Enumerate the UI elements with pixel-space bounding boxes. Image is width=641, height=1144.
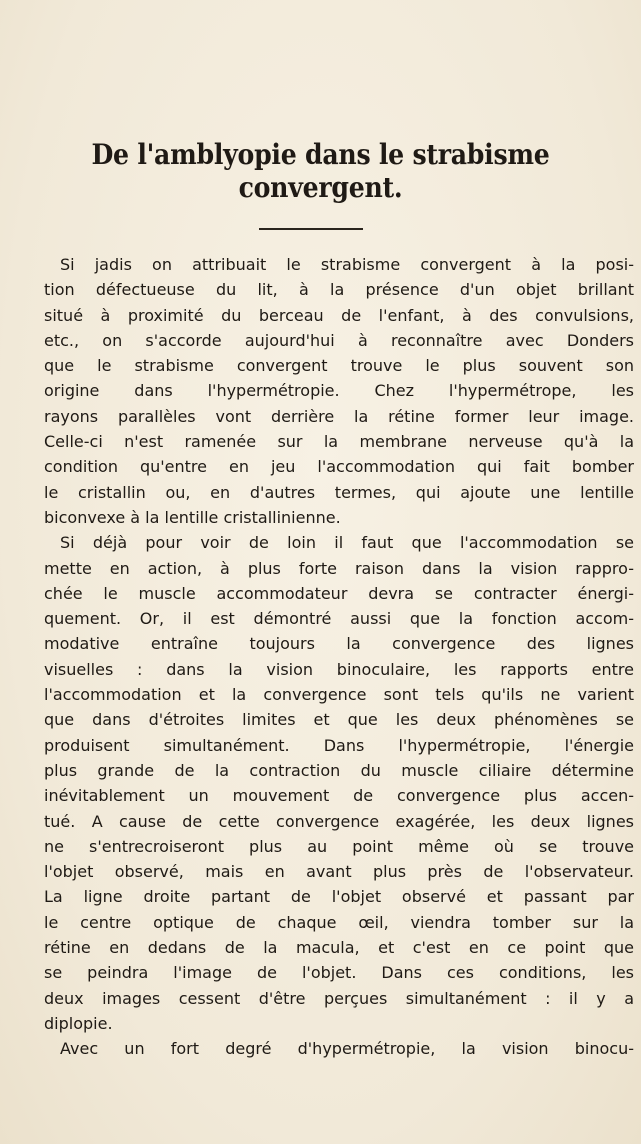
text-line: mette en action, à plus forte raison dans la vision rappro- (44, 558, 634, 578)
text-line: condition qu'entre en jeu l'accommodation qui fait bomber (44, 457, 634, 477)
text-line: le centre optique de chaque œil, viendra tomber sur la (44, 912, 634, 932)
text-line: Si déjà pour voir de loin il faut que l'accommodation se (60, 533, 634, 553)
page-title: De l'amblyopie dans le strabisme convergent. (91, 138, 550, 204)
text-line: se peindra l'image de l'objet. Dans ces conditions, les (44, 963, 634, 983)
text-line: que le strabisme convergent trouve le plus souvent son (44, 356, 634, 376)
text-line: tion défectueuse du lit, à la présence d'un objet brillant (44, 280, 634, 300)
text-line: La ligne droite partant de l'objet observé et passant par (44, 887, 634, 907)
body-text (44, 252, 634, 1062)
text-line: le cristallin ou, en d'autres termes, qui ajoute une lentille (44, 482, 634, 502)
text-line: origine dans l'hypermétropie. Chez l'hypermétrope, les (44, 381, 634, 401)
text-line: tué. A cause de cette convergence exagérée, les deux lignes (44, 811, 634, 831)
title-divider (259, 228, 363, 230)
text-line: plus grande de la contraction du muscle ciliaire détermine (44, 760, 634, 780)
text-line: l'accommodation et la convergence sont tels qu'ils ne varient (44, 685, 634, 705)
text-line: deux images cessent d'être perçues simultanément : il y a (44, 988, 634, 1008)
text-line: modative entraîne toujours la convergence des lignes (44, 634, 634, 654)
text-line: ne s'entrecroiseront plus au point même où se trouve (44, 836, 634, 856)
text-line: l'objet observé, mais en avant plus près de l'observateur. (44, 862, 634, 882)
text-line: chée le muscle accommodateur devra se contracter énergi- (44, 583, 634, 603)
text-line: Celle-ci n'est ramenée sur la membrane nerveuse qu'à la (44, 432, 634, 452)
text-line: rayons parallèles vont derrière la rétine former leur image. (44, 406, 634, 426)
text-line: etc., on s'accorde aujourd'hui à reconnaître avec Donders (44, 330, 634, 350)
text-line: diplopie. (44, 1013, 113, 1033)
text-line: visuelles : dans la vision binoculaire, les rapports entre (44, 659, 634, 679)
text-line: que dans d'étroites limites et que les deux phénomènes se (44, 710, 634, 730)
text-line: quement. Or, il est démontré aussi que la fonction accom- (44, 609, 634, 629)
text-line: rétine en dedans de la macula, et c'est en ce point que (44, 938, 634, 958)
text-line: inévitablement un mouvement de convergence plus accen- (44, 786, 634, 806)
text-line: Avec un fort degré d'hypermétropie, la vision binocu- (60, 1039, 634, 1059)
text-line: biconvexe à la lentille cristallinienne. (44, 507, 341, 527)
text-line: Si jadis on attribuait le strabisme convergent à la posi- (60, 255, 634, 274)
text-line: produisent simultanément. Dans l'hypermétropie, l'énergie (44, 735, 634, 755)
text-line: situé à proximité du berceau de l'enfant, à des convulsions, (44, 305, 634, 325)
